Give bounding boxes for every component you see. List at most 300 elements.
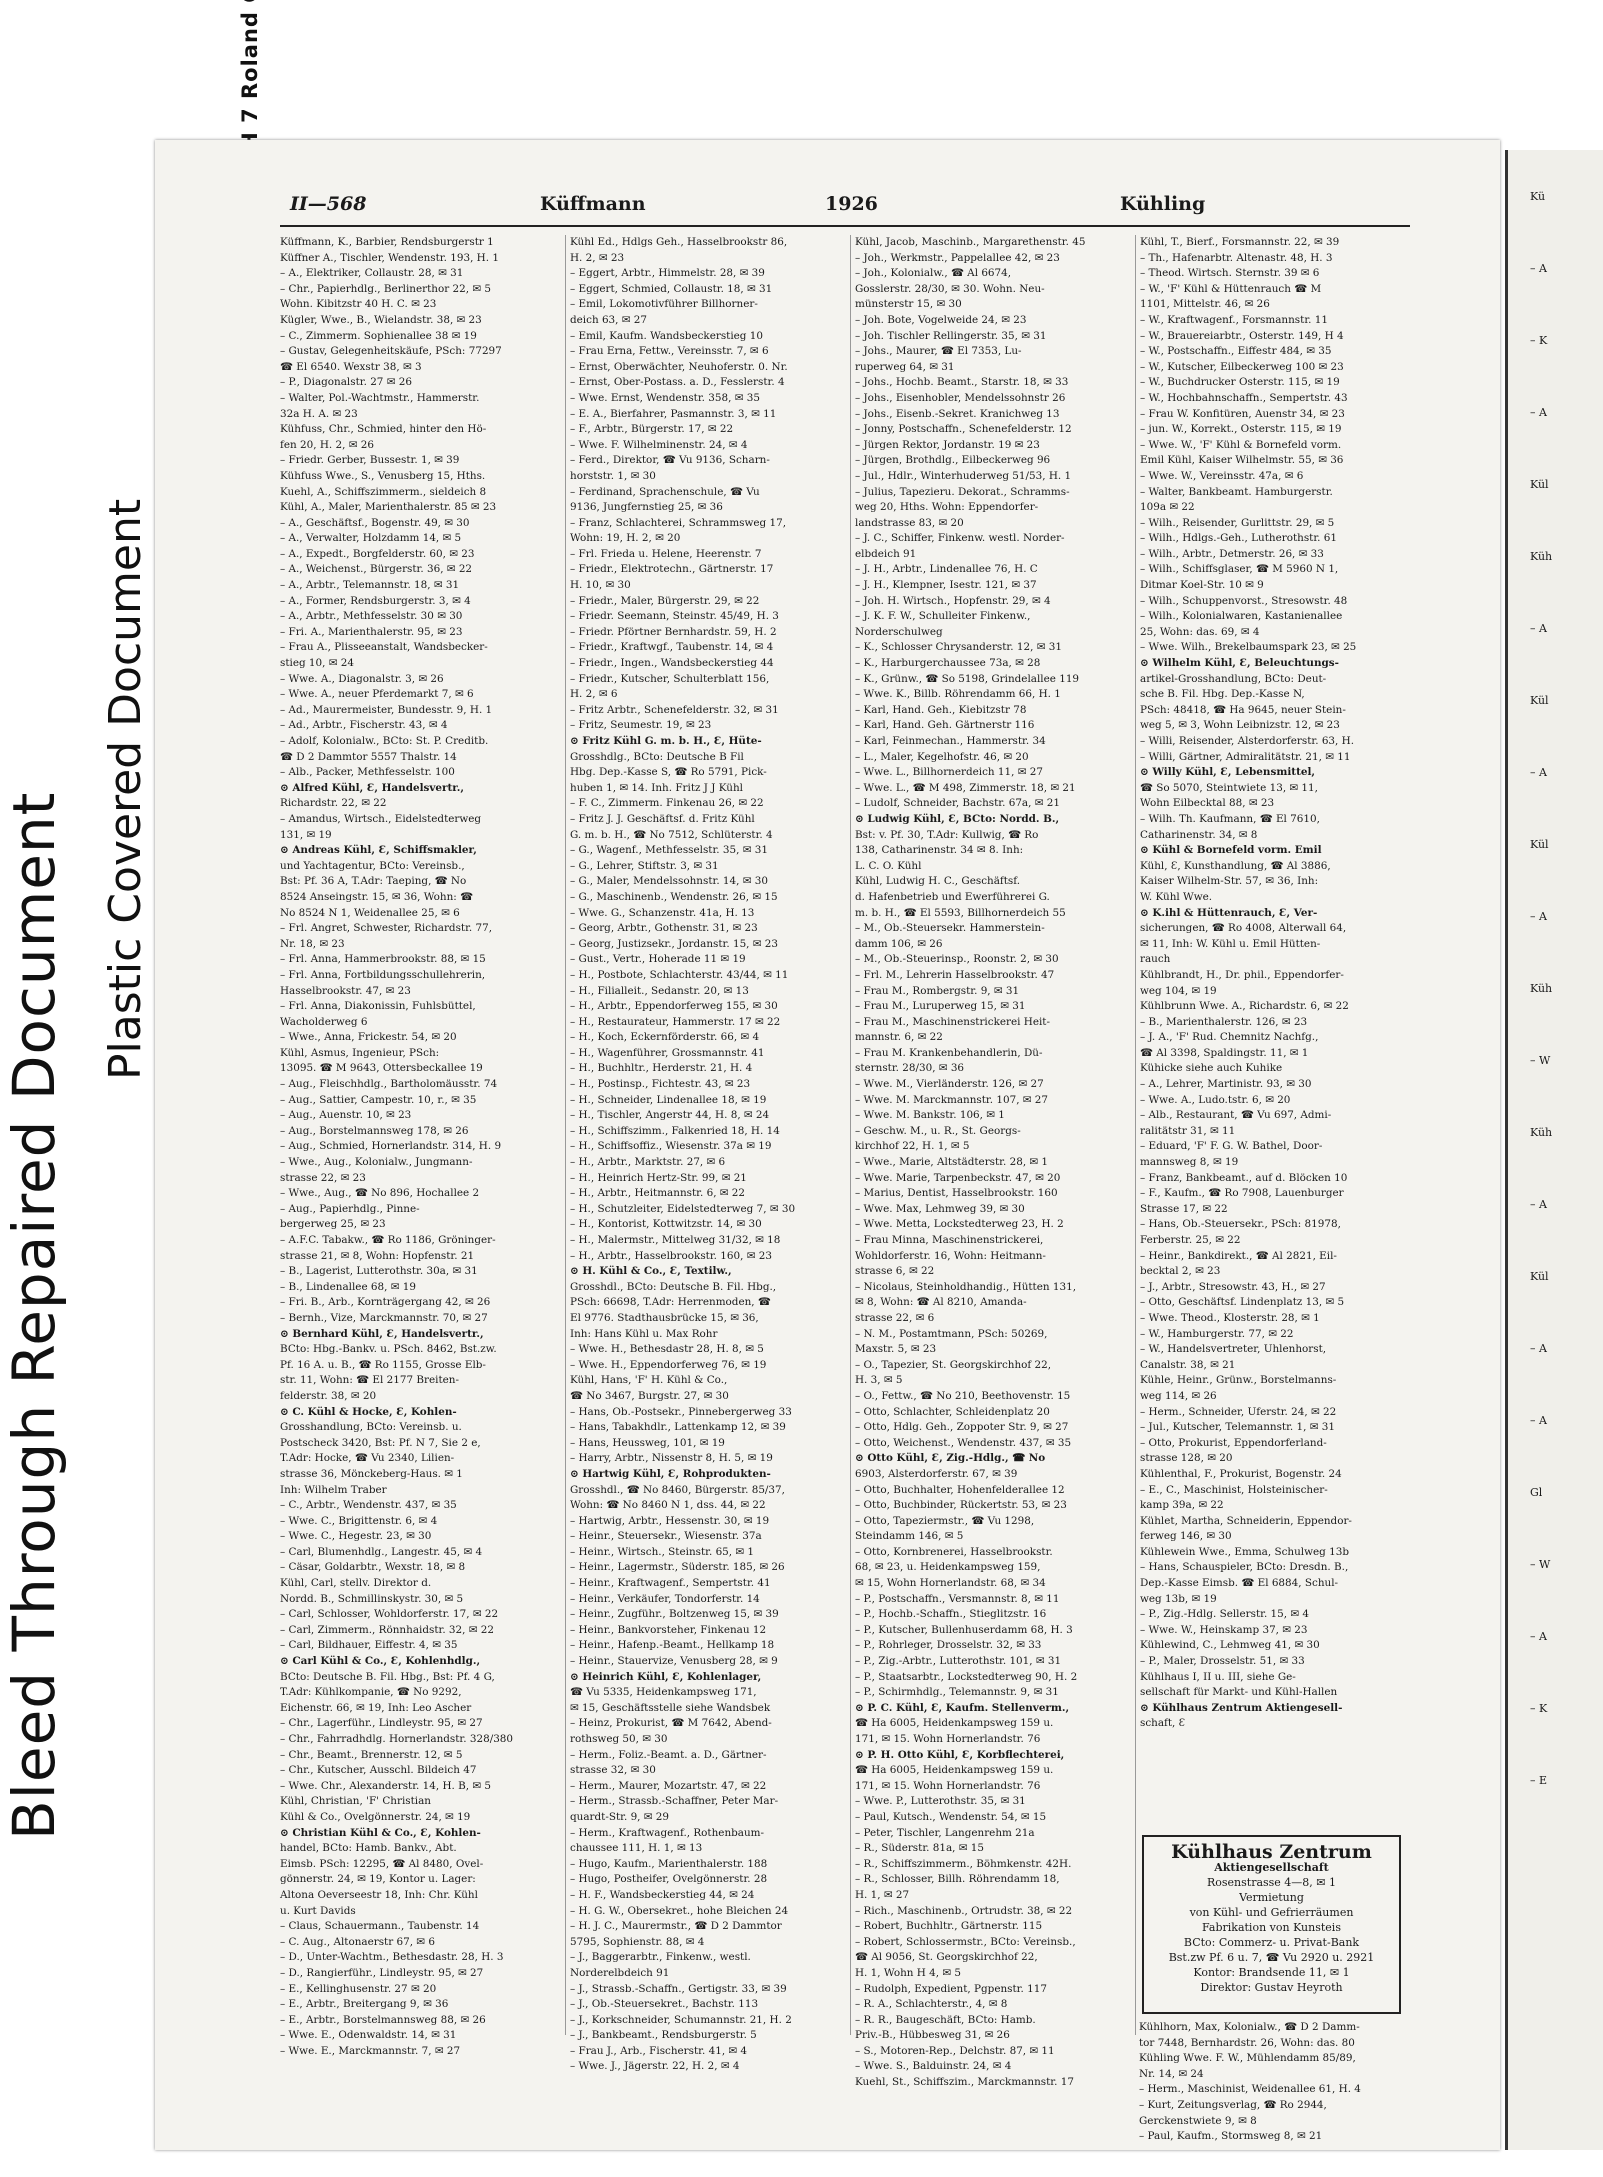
kuehlhaus-advert xyxy=(1142,1835,1401,2014)
directory-entry: – E., Kellinghusenstr. 27 ✉ 20 xyxy=(280,1982,437,1995)
directory-entry: – H., Arbtr., Heitmannstr. 6, ✉ 22 xyxy=(570,1187,746,1200)
directory-entry: mannsweg 8, ✉ 19 xyxy=(1140,1156,1239,1169)
directory-entry: – Chr., Beamt., Brennerstr. 12, ✉ 5 xyxy=(280,1748,463,1761)
directory-entry: m. b. H., ☎ El 5593, Billhornerdeich 55 xyxy=(855,906,1066,919)
directory-entry: ⊙ Kühl & Bornefeld vorm. Emil xyxy=(1140,844,1322,857)
directory-entry: ruperweg 64, ✉ 31 xyxy=(855,360,955,373)
page-content xyxy=(280,185,1410,2143)
directory-entry: – Wilh., Schiffsglaser, ☎ M 5960 N 1, xyxy=(1140,563,1339,576)
advert-line: Bst.zw Pf. 6 u. 7, ☎ Vu 2920 u. 2921 xyxy=(1168,1951,1375,1964)
directory-entry: – Wwe. F. Wilhelminenstr. 24, ✉ 4 xyxy=(570,438,748,451)
directory-entry: 131, ✉ 19 xyxy=(280,828,332,841)
directory-entry: ☎ Al 9056, St. Georgskirchhof 22, xyxy=(855,1951,1038,1964)
directory-entry: – Heinr., Wirtsch., Steinstr. 65, ✉ 1 xyxy=(570,1545,755,1558)
directory-entry: H. 3, ✉ 5 xyxy=(855,1374,903,1387)
next-page-fragment: – A xyxy=(1530,1198,1547,1211)
directory-entry: – Wwe. G., Schanzenstr. 41a, H. 13 xyxy=(570,906,755,919)
directory-entry: Kaiser Wilhelm-Str. 57, ✉ 36, Inh: xyxy=(1140,875,1319,888)
directory-entry: – Adolf, Kolonialw., BCto: St. P. Creditb. xyxy=(280,735,489,747)
directory-entry: ⊙ Carl Kühl & Co., Ɛ, Kohlenhdlg., xyxy=(280,1655,481,1668)
directory-entry: – Otto, Kornbrenerei, Hasselbrookstr. xyxy=(855,1545,1053,1558)
directory-entry: – Wwe. Wilh., Brekelbaumspark 23, ✉ 25 xyxy=(1140,641,1357,654)
directory-entry: – Willi, Reisender, Alsterdorferstr. 63, H. xyxy=(1140,735,1355,747)
directory-entry: horststr. 1, ✉ 30 xyxy=(570,469,656,482)
directory-entry: ☎ Al 3398, Spaldingstr. 11, ✉ 1 xyxy=(1140,1046,1309,1059)
directory-entry: – Wwe. M. Bankstr. 106, ✉ 1 xyxy=(855,1109,1005,1122)
directory-entry: – D., Rangierführ., Lindleystr. 95, ✉ 27 xyxy=(280,1966,484,1979)
directory-entry: – Frau W. Konfitüren, Auenstr 34, ✉ 23 xyxy=(1140,407,1345,420)
directory-entry: Gosslerstr. 28/30, ✉ 30. Wohn. Neu- xyxy=(855,282,1045,295)
directory-entry: Kühlbrandt, H., Dr. phil., Eppendorfer- xyxy=(1140,968,1344,981)
directory-entry: artikel-Grosshandlung, BCto: Deut- xyxy=(1140,672,1327,685)
directory-entry: – C., Arbtr., Wendenstr. 437, ✉ 35 xyxy=(280,1499,457,1512)
directory-entry: – Wilh., Hdlgs.-Geh., Lutherothstr. 61 xyxy=(1140,532,1337,545)
directory-entry: Kuehl, A., Schiffszimmerm., sieldeich 8 xyxy=(280,485,487,498)
directory-entry: – Wwe. M. Marckmannstr. 107, ✉ 27 xyxy=(855,1093,1049,1106)
directory-entry: ✉ 11, Inh: W. Kühl u. Emil Hütten- xyxy=(1140,937,1321,950)
directory-entry: weg 114, ✉ 26 xyxy=(1140,1389,1217,1402)
directory-entry: – C. Aug., Altonaerstr 67, ✉ 6 xyxy=(280,1935,435,1948)
directory-entry: – Chr., Fahrradhdlg. Hornerlandstr. 328/380 xyxy=(280,1733,514,1745)
directory-entry: Kühicke siehe auch Kuhike xyxy=(1140,1062,1283,1075)
directory-entry: H. 2, ✉ 6 xyxy=(570,688,618,701)
directory-entry: – Otto, Prokurist, Eppendorferland- xyxy=(1140,1436,1327,1449)
directory-entry: – Rudolph, Expedient, Pgpenstr. 117 xyxy=(855,1982,1047,1995)
directory-entry: – R. R., Baugeschäft, BCto: Hamb. xyxy=(855,2013,1036,2026)
directory-entry: gönnerstr. 24, ✉ 19, Kontor u. Lager: xyxy=(280,1873,476,1886)
directory-entry: – Heinr., Zugführ., Boltzenweg 15, ✉ 39 xyxy=(570,1608,779,1621)
advert-line: Direktor: Gustav Heyroth xyxy=(1200,1981,1343,1994)
directory-entry: W. Kühl Wwe. xyxy=(1140,890,1213,903)
directory-entry: – Herm., Maurer, Mozartstr. 47, ✉ 22 xyxy=(570,1779,767,1792)
directory-entry: – E. A., Bierfahrer, Pasmannstr. 3, ✉ 11 xyxy=(570,407,777,420)
directory-entry: – Franz, Bankbeamt., auf d. Blöcken 10 xyxy=(1140,1171,1348,1184)
directory-entry: T.Adr: Kühlkompanie, ☎ No 9292, xyxy=(280,1686,462,1699)
directory-entry: Pf. 16 A. u. B., ☎ Ro 1155, Grosse Elb- xyxy=(280,1358,486,1371)
directory-entry: ⊙ Ludwig Kühl, Ɛ, BCto: Nordd. B., xyxy=(855,812,1060,825)
directory-entry: – Otto, Weichenst., Wendenstr. 437, ✉ 35 xyxy=(855,1436,1072,1449)
directory-entry: – Julius, Tapezieru. Dekorat., Schramms- xyxy=(855,485,1070,498)
directory-entry: – Wwe. E., Odenwaldstr. 14, ✉ 31 xyxy=(280,2029,457,2042)
directory-entry: Catharinenstr. 34, ✉ 8 xyxy=(1140,828,1258,841)
directory-entry: – Otto, Schlachter, Schleidenplatz 20 xyxy=(855,1405,1050,1418)
directory-entry: – Carl, Schlosser, Wohldorferstr. 17, ✉ 22 xyxy=(280,1608,499,1621)
next-page-fragment: Kül xyxy=(1530,478,1549,491)
directory-entry: H. 1, ✉ 27 xyxy=(855,1888,910,1901)
directory-entry: ☎ Vu 5335, Heidenkampsweg 171, xyxy=(570,1686,757,1699)
directory-entry: – Otto, Buchbinder, Rückertstr. 53, ✉ 23 xyxy=(855,1499,1067,1512)
directory-entry: – Frl. Anna, Diakonissin, Fuhlsbüttel, xyxy=(280,1000,476,1013)
directory-entry: – H., Schutzleiter, Eidelstedterweg 7, ✉ 30 xyxy=(570,1202,796,1215)
directory-entry: Ditmar Koel-Str. 10 ✉ 9 xyxy=(1140,579,1264,592)
directory-entry: – Frl. Frieda u. Helene, Heerenstr. 7 xyxy=(570,547,762,560)
directory-entry: PSch: 48418, ☎ Ha 9645, neuer Stein- xyxy=(1140,703,1346,716)
directory-entry: Kühlewein Wwe., Emma, Schulweg 13b xyxy=(1140,1545,1349,1558)
directory-entry: – G., Wagenf., Methfesselstr. 35, ✉ 31 xyxy=(570,844,768,857)
directory-entry: Wacholderweg 6 xyxy=(280,1015,368,1028)
directory-entry: – Georg, Justizsekr., Jordanstr. 15, ✉ 23 xyxy=(570,937,779,950)
directory-entry: mannstr. 6, ✉ 22 xyxy=(855,1031,943,1044)
directory-entry: – Georg, Arbtr., Gothenstr. 31, ✉ 23 xyxy=(570,922,758,935)
directory-entry: deich 63, ✉ 27 xyxy=(570,313,647,326)
next-page-fragment: – W xyxy=(1530,1054,1551,1067)
directory-entry: – Fri. B., Arb., Kornträgergang 42, ✉ 26 xyxy=(280,1296,491,1309)
directory-entry: – H., Arbtr., Marktstr. 27, ✉ 6 xyxy=(570,1156,726,1169)
directory-entry: – Aug., Fleischhdlg., Bartholomäusstr. 74 xyxy=(280,1078,498,1091)
directory-entry: – M., Ob.-Steuersekr. Hammerstein- xyxy=(855,922,1045,935)
next-page-fragment: – A xyxy=(1530,1630,1547,1643)
directory-entry: – A., Arbtr., Methfesselstr. 30 ✉ 30 xyxy=(280,610,463,623)
directory-entry: Kühl, Christian, 'F' Christian xyxy=(280,1795,431,1808)
directory-entry: – Ferd., Direktor, ☎ Vu 9136, Scharn- xyxy=(570,454,770,467)
directory-entry: ☎ D 2 Dammtor 5557 Thalstr. 14 xyxy=(280,750,457,763)
directory-entry: – Wwe. E., Marckmannstr. 7, ✉ 27 xyxy=(280,2044,461,2057)
next-page-fragment: – A xyxy=(1530,622,1547,635)
directory-entry: – G., Maler, Mendelssohnstr. 14, ✉ 30 xyxy=(570,875,768,888)
directory-entry: – Bernh., Vize, Marckmannstr. 70, ✉ 27 xyxy=(280,1311,488,1324)
directory-entry: – Harry, Arbtr., Nissenstr 8, H. 5, ✉ 19 xyxy=(570,1452,773,1465)
directory-entry: – Chr., Kutscher, Ausschl. Bildeich 47 xyxy=(280,1764,477,1777)
directory-entry: Grosshandlung, BCto: Vereinsb. u. xyxy=(280,1421,462,1434)
directory-entry: 68, ✉ 23, u. Heidenkampsweg 159, xyxy=(855,1561,1041,1574)
directory-entry: – Fritz, Seumestr. 19, ✉ 23 xyxy=(570,719,712,732)
directory-entry: – Jürgen Rektor, Jordanstr. 19 ✉ 23 xyxy=(855,438,1040,451)
directory-entry: – Friedr., Maler, Bürgerstr. 29, ✉ 22 xyxy=(570,594,760,607)
directory-entry: Kühlhaus I, II u. III, siehe Ge- xyxy=(1140,1670,1296,1683)
directory-entry: – Hans, Heussweg, 101, ✉ 19 xyxy=(570,1436,725,1449)
directory-entry: – Chr., Papierhdlg., Berlinerthor 22, ✉ 5 xyxy=(280,282,491,295)
directory-entry: handel, BCto: Hamb. Bankv., Abt. xyxy=(280,1842,457,1855)
directory-entry: – E., Arbtr., Breitergang 9, ✉ 36 xyxy=(280,1998,449,2011)
directory-column-3 xyxy=(850,235,1125,2089)
page-header xyxy=(280,185,1410,225)
directory-entry: becktal 2, ✉ 23 xyxy=(1140,1265,1221,1278)
directory-entry: – P., Hochb.-Schaffn., Stieglitzstr. 16 xyxy=(855,1608,1047,1621)
directory-entry: Eimsb. PSch: 12295, ☎ Al 8480, Ovel- xyxy=(280,1857,484,1870)
header-year: 1926 xyxy=(825,193,878,215)
directory-entry: u. Kurt Davids xyxy=(280,1904,356,1917)
directory-entry: 5795, Sophienstr. 88, ✉ 4 xyxy=(570,1935,705,1948)
directory-entry: – Wilh., Arbtr., Detmerstr. 26, ✉ 33 xyxy=(1140,547,1324,560)
directory-entry: ☎ So 5070, Steintwiete 13, ✉ 11, xyxy=(1140,781,1318,794)
directory-entry: – A., Verwalter, Holzdamm 14, ✉ 5 xyxy=(280,532,462,545)
directory-entry: – P., Zig.-Arbtr., Lutterothstr. 101, ✉ 31 xyxy=(855,1655,1062,1668)
directory-entry: – E., C., Maschinist, Holsteinischer- xyxy=(1140,1483,1328,1496)
directory-entry: – Cäsar, Goldarbtr., Wexstr. 18, ✉ 8 xyxy=(280,1561,466,1574)
directory-entry: – R. A., Schlachterstr., 4, ✉ 8 xyxy=(855,1998,1008,2011)
directory-entry: – P., Kutscher, Bullenhuserdamm 68, H. 3 xyxy=(855,1623,1073,1636)
directory-entry: Emil Kühl, Kaiser Wilhelmstr. 55, ✉ 36 xyxy=(1140,454,1344,467)
directory-entry: – H., Arbtr., Hasselbrookstr. 160, ✉ 23 xyxy=(570,1249,772,1262)
directory-entry: Wohn: ☎ No 8460 N 1, dss. 44, ✉ 22 xyxy=(570,1499,766,1512)
directory-entry: Bst: v. Pf. 30, T.Adr: Kullwig, ☎ Ro xyxy=(855,828,1039,841)
directory-entry: – Otto, Buchhalter, Hohenfelderallee 12 xyxy=(855,1483,1065,1496)
directory-entry: – Geschw. M., u. R., St. Georgs- xyxy=(855,1124,1021,1137)
directory-entry: – Hartwig, Arbtr., Hessenstr. 30, ✉ 19 xyxy=(570,1514,770,1527)
directory-entry: ⊙ P. C. Kühl, Ɛ, Kaufm. Stellenverm., xyxy=(855,1701,1070,1714)
directory-entry: Hasselbrookstr. 47, ✉ 23 xyxy=(280,984,411,997)
advert-line: Fabrikation von Kunsteis xyxy=(1202,1921,1341,1934)
next-page-fragment: Kül xyxy=(1530,1270,1549,1283)
next-page-fragment: – A xyxy=(1530,1414,1547,1427)
directory-entry: – Herm., Schneider, Uferstr. 24, ✉ 22 xyxy=(1140,1405,1337,1418)
directory-entry: Wohn. Kibitzstr 40 H. C. ✉ 23 xyxy=(280,298,437,311)
directory-entry: Hbg. Dep.-Kasse S, ☎ Ro 5791, Pick- xyxy=(570,766,767,779)
directory-entry: Nr. 18, ✉ 23 xyxy=(280,937,345,950)
next-page-fragment: – A xyxy=(1530,406,1547,419)
directory-entry: – Hans, Ob.-Postsekr., Pinnebergerweg 33 xyxy=(570,1405,792,1418)
directory-entry: sellschaft für Markt- und Kühl-Hallen xyxy=(1140,1686,1338,1699)
directory-entry: – H., Buchhltr., Herderstr. 21, H. 4 xyxy=(570,1062,753,1075)
directory-entry: El 9776. Stadthausbrücke 15, ✉ 36, xyxy=(570,1311,759,1324)
directory-entry: – J., Korkschneider, Schumannstr. 21, H. 2 xyxy=(570,2013,792,2026)
directory-entry: d. Hafenbetrieb und Ewerführerei G. xyxy=(855,890,1050,903)
directory-entry: kirchhof 22, H. 1, ✉ 5 xyxy=(855,1140,970,1153)
directory-entry: – Wwe., Aug., ☎ No 896, Hochallee 2 xyxy=(280,1187,480,1200)
directory-entry: – S., Motoren-Rep., Delchstr. 87, ✉ 11 xyxy=(855,2044,1055,2057)
directory-entry: – Eduard, 'F' F. G. W. Bathel, Door- xyxy=(1140,1140,1323,1153)
directory-entry: – J. A., 'F' Rud. Chemnitz Nachfg., xyxy=(1140,1031,1319,1044)
next-page-fragment: Kül xyxy=(1530,694,1549,707)
directory-entry: Norderschulweg xyxy=(855,625,943,638)
directory-entry: – B., Lindenallee 68, ✉ 19 xyxy=(280,1280,416,1293)
directory-entry: Kühl, Hans, 'F' H. Kühl & Co., xyxy=(570,1374,728,1387)
directory-entry: Strasse 17, ✉ 22 xyxy=(1140,1202,1228,1215)
directory-entry: – Joh. Bote, Vogelweide 24, ✉ 23 xyxy=(855,313,1027,326)
directory-entry: – E., Arbtr., Borstelmannsweg 88, ✉ 26 xyxy=(280,2013,486,2026)
directory-entry: 171, ✉ 15. Wohn Hornerlandstr. 76 xyxy=(855,1779,1041,1792)
directory-entry: Kühl, Asmus, Ingenieur, PSch: xyxy=(280,1046,440,1059)
directory-entry: – H. J. C., Maurermstr., ☎ D 2 Dammtor xyxy=(570,1920,782,1933)
directory-entry: str. 11, Wohn: ☎ El 2177 Breiten- xyxy=(280,1374,459,1387)
directory-entry: – Frl. Anna, Hammerbrookstr. 88, ✉ 15 xyxy=(280,953,486,966)
directory-entry: – G., Lehrer, Stiftstr. 3, ✉ 31 xyxy=(570,859,719,872)
directory-entry: strasse 6, ✉ 22 xyxy=(855,1265,935,1278)
directory-entry: – H., Restaurateur, Hammerstr. 17 ✉ 22 xyxy=(570,1015,781,1028)
header-last-name: Kühling xyxy=(1120,193,1206,215)
directory-entry: – P., Schirmhdlg., Telemannstr. 9, ✉ 31 xyxy=(855,1686,1059,1699)
directory-entry: – Frau M., Maschinenstrickerei Heit- xyxy=(855,1015,1050,1028)
directory-entry: – Theod. Wirtsch. Sternstr. 39 ✉ 6 xyxy=(1140,267,1320,280)
directory-entry: – H., Schiffszimm., Falkenried 18, H. 14 xyxy=(570,1124,780,1137)
directory-entry: – Eggert, Arbtr., Himmelstr. 28, ✉ 39 xyxy=(570,267,765,280)
directory-entry: – K., Schlosser Chrysanderstr. 12, ✉ 31 xyxy=(855,641,1062,654)
directory-entry: ⊙ Fritz Kühl G. m. b. H., Ɛ, Hüte- xyxy=(570,735,762,747)
directory-entry: – Wwe. L., Billhornerdeich 11, ✉ 27 xyxy=(855,766,1043,779)
directory-entry: Kühl, T., Bierf., Forsmannstr. 22, ✉ 39 xyxy=(1140,236,1340,248)
next-page-fragment: – A xyxy=(1530,1342,1547,1355)
directory-entry: weg 5, ✉ 3, Wohn Leibnizstr. 12, ✉ 23 xyxy=(1140,719,1340,732)
directory-entry: 32a H. A. ✉ 23 xyxy=(280,407,358,420)
directory-entry: – Wwe. J., Jägerstr. 22, H. 2, ✉ 4 xyxy=(570,2060,740,2073)
directory-entry: – Ad., Arbtr., Fischerstr. 43, ✉ 4 xyxy=(280,719,448,732)
directory-entry: – Ferdinand, Sprachenschule, ☎ Vu xyxy=(570,485,760,498)
directory-entry: sicherungen, ☎ Ro 4008, Alterwall 64, xyxy=(1140,922,1347,935)
directory-entry: – Paul, Kutsch., Wendenstr. 54, ✉ 15 xyxy=(855,1810,1047,1823)
directory-entry: ⊙ Kühlhaus Zentrum Aktiengesell- xyxy=(1140,1701,1343,1714)
directory-entry: – R., Süderstr. 81a, ✉ 15 xyxy=(855,1842,984,1855)
directory-entry: – Wilh., Schuppenvorst., Stresowstr. 48 xyxy=(1140,594,1348,607)
directory-entry: weg 20, Hths. Wohn: Eppendorfer- xyxy=(855,501,1039,514)
directory-entry: – Friedr., Ingen., Wandsbeckerstieg 44 xyxy=(570,657,774,670)
directory-entry: – Karl, Hand. Geh., Kiebitzstr 78 xyxy=(855,703,1027,716)
directory-entry: – W., Handelsvertreter, Uhlenhorst, xyxy=(1140,1343,1327,1356)
directory-entry: ✉ 15, Wohn Hornerlandstr. 68, ✉ 34 xyxy=(855,1577,1046,1590)
directory-entry: – G., Maschinenb., Wendenstr. 26, ✉ 15 xyxy=(570,890,778,903)
directory-entry: – J. H., Arbtr., Lindenallee 76, H. C xyxy=(855,563,1038,576)
directory-entry: – H., Wagenführer, Grossmannstr. 41 xyxy=(570,1046,765,1059)
directory-entry: – Heinr., Hafenp.-Beamt., Hellkamp 18 xyxy=(570,1639,775,1652)
directory-entry: Kühl Ed., Hdlgs Geh., Hasselbrookstr 86, xyxy=(570,236,788,248)
directory-entry: – Heinr., Lagermstr., Süderstr. 185, ✉ 26 xyxy=(570,1561,785,1574)
directory-entry: bergerweg 25, ✉ 23 xyxy=(280,1218,386,1231)
directory-entry: 9136, Jungfernstieg 25, ✉ 36 xyxy=(570,501,723,514)
header-rule xyxy=(280,225,1410,227)
directory-column-1 xyxy=(280,235,550,2057)
directory-entry: – Frl. M., Lehrerin Hasselbrookstr. 47 xyxy=(855,968,1055,981)
directory-entry: – Frau Minna, Maschinenstrickerei, xyxy=(855,1234,1044,1246)
directory-entry: – Wwe., Aug., Kolonialw., Jungmann- xyxy=(280,1156,473,1169)
advert-line: Rosenstrasse 4—8, ✉ 1 xyxy=(1206,1876,1337,1889)
directory-entry: L. C. O. Kühl xyxy=(855,859,922,872)
directory-entry: – W., Postschaffn., Eiffestr 484, ✉ 35 xyxy=(1140,345,1332,358)
directory-entry: – N. M., Postamtmann, PSch: 50269, xyxy=(855,1327,1048,1340)
next-page-fragment: Kül xyxy=(1530,838,1549,851)
directory-entry: strasse 128, ✉ 20 xyxy=(1140,1452,1233,1465)
directory-entry: – Fri. A., Marienthalerstr. 95, ✉ 23 xyxy=(280,625,463,638)
directory-entry: – Herm., Foliz.-Beamt. a. D., Gärtner- xyxy=(570,1748,767,1761)
directory-entry: – J., Arbtr., Stresowstr. 43, H., ✉ 27 xyxy=(1140,1280,1326,1293)
directory-entry: Inh: Wilhelm Traber xyxy=(280,1483,387,1496)
directory-entry: ⊙ Christian Kühl & Co., Ɛ, Kohlen- xyxy=(280,1826,481,1839)
directory-entry: – H., Heinrich Hertz-Str. 99, ✉ 21 xyxy=(570,1171,747,1184)
directory-entry: Nordd. B., Schmillinskystr. 30, ✉ 5 xyxy=(280,1592,464,1605)
directory-entry: – Jürgen, Brothdlg., Eilbeckerweg 96 xyxy=(855,454,1051,467)
directory-entry: – B., Marienthalerstr. 126, ✉ 23 xyxy=(1140,1015,1308,1028)
next-page-fragment: – A xyxy=(1530,766,1547,779)
directory-entry: H. 10, ✉ 30 xyxy=(570,579,631,592)
directory-entry: – Frau M. Krankenbehandlerin, Dü- xyxy=(855,1046,1043,1059)
directory-entry: – D., Unter-Wachtm., Bethesdastr. 28, H. 3 xyxy=(280,1951,504,1964)
directory-entry: Kuehl, St., Schiffszim., Marckmannstr. 17 xyxy=(855,2076,1074,2089)
directory-entry: – Nicolaus, Steinholdhandig., Hütten 131, xyxy=(855,1280,1077,1293)
directory-entry: 25, Wohn: das. 69, ✉ 4 xyxy=(1140,625,1260,638)
directory-entry: – Hans, Schauspieler, BCto: Dresdn. B., xyxy=(1140,1561,1349,1574)
directory-entry: Grosshdl., ☎ No 8460, Bürgerstr. 85/37, xyxy=(570,1483,785,1496)
directory-entry: Priv.-B., Hübbesweg 31, ✉ 26 xyxy=(855,2029,1010,2042)
directory-entry: chaussee 111, H. 1, ✉ 13 xyxy=(570,1842,703,1855)
directory-entry: Dep.-Kasse Eimsb. ☎ El 6884, Schul- xyxy=(1140,1577,1339,1590)
directory-entry: – Amandus, Wirtsch., Eidelstedterweg xyxy=(280,812,482,825)
directory-entry: – Wilh., Kolonialwaren, Kastanienallee xyxy=(1140,610,1343,623)
directory-entry: – Robert, Schlossermstr., BCto: Vereinsb., xyxy=(855,1935,1076,1948)
directory-entry: – Friedr. Pförtner Bernhardstr. 59, H. 2 xyxy=(570,625,777,638)
directory-entry: – Heinr., Stauervize, Venusberg 28, ✉ 9 xyxy=(570,1655,778,1668)
next-page-fragment: Küh xyxy=(1530,1126,1553,1139)
directory-entry: 6903, Alsterdorferstr. 67, ✉ 39 xyxy=(855,1467,1018,1480)
directory-entry: – H., Schiffsoffiz., Wiesenstr. 37a ✉ 19 xyxy=(570,1140,772,1153)
directory-entry: – Frl. Angret, Schwester, Richardstr. 77, xyxy=(280,922,493,935)
directory-entry: – Ernst, Ober-Postass. a. D., Fesslerstr. 4 xyxy=(570,376,785,389)
bleed-through-label: Bleed Through Repaired Document xyxy=(0,791,68,1840)
directory-entry: – Heinr., Steuersekr., Wiesenstr. 37a xyxy=(570,1530,762,1543)
directory-entry: – Friedr. Gerber, Bussestr. 1, ✉ 39 xyxy=(280,454,460,467)
directory-entry: – W., Brauereiarbtr., Osterstr. 149, H 4 xyxy=(1140,329,1344,342)
directory-entry: Kühl, A., Maler, Marienthalerstr. 85 ✉ 23 xyxy=(280,501,497,514)
directory-entry: – W., Kutscher, Eilbeckerweg 100 ✉ 23 xyxy=(1140,360,1344,373)
directory-entry: – L., Maler, Kegelhofstr. 46, ✉ 20 xyxy=(855,750,1029,763)
directory-entry: – J., Ob.-Steuersekret., Bachstr. 113 xyxy=(570,1998,759,2011)
directory-entry: Wohn: 19, H. 2, ✉ 20 xyxy=(570,532,681,545)
directory-entry: ⊙ Willy Kühl, Ɛ, Lebensmittel, xyxy=(1140,766,1316,779)
directory-entry: ✉ 8, Wohn: ☎ Al 8210, Amanda- xyxy=(855,1296,1027,1309)
directory-entry: – H., Schneider, Lindenallee 18, ✉ 19 xyxy=(570,1093,767,1106)
directory-entry: No 8524 N 1, Weidenallee 25, ✉ 6 xyxy=(280,906,460,919)
directory-entry: Kühlbrunn Wwe. A., Richardstr. 6, ✉ 22 xyxy=(1140,1000,1349,1013)
directory-entry: – R., Schlosser, Billh. Röhrendamm 18, xyxy=(855,1873,1060,1886)
directory-entry: – Hugo, Postheifer, Ovelgönnerstr. 28 xyxy=(570,1873,768,1886)
directory-entry: – Friedr., Kutscher, Schulterblatt 156, xyxy=(570,672,770,685)
directory-entry: – A., Expedt., Borgfelderstr. 60, ✉ 23 xyxy=(280,547,475,560)
directory-entry: ⊙ K.ihl & Hüttenrauch, Ɛ, Ver- xyxy=(1140,906,1318,919)
directory-entry: – Wwe. M., Vierländerstr. 126, ✉ 27 xyxy=(855,1078,1044,1091)
directory-entry: – Herm., Kraftwagenf., Rothenbaum- xyxy=(570,1826,765,1839)
directory-entry: strasse 21, ✉ 8, Wohn: Hopfenstr. 21 xyxy=(280,1249,475,1262)
directory-entry: – K., Grünw., ☎ So 5198, Grindelallee 119 xyxy=(855,672,1080,685)
directory-entry: – P., Staatsarbtr., Lockstedterweg 90, H. 2 xyxy=(855,1670,1078,1683)
directory-entry: rauch xyxy=(1140,953,1171,966)
directory-entry: – Wwe. C., Hegestr. 23, ✉ 30 xyxy=(280,1530,432,1543)
directory-entry: – Th., Hafenarbtr. Altenastr. 48, H. 3 xyxy=(1140,251,1333,264)
next-page-fragment: Kü xyxy=(1530,190,1546,203)
directory-entry: 13095. ☎ M 9643, Ottersbeckallee 19 xyxy=(280,1062,483,1075)
directory-entry: – Fritz J. J. Geschäftsf. d. Fritz Kühl xyxy=(570,812,755,825)
directory-entry: ⊙ Andreas Kühl, Ɛ, Schiffsmakler, xyxy=(280,844,477,857)
directory-entry: – Wwe. A., neuer Pferdemarkt 7, ✉ 6 xyxy=(280,688,474,701)
directory-entry: landstrasse 83, ✉ 20 xyxy=(855,516,964,529)
directory-entry: stieg 10, ✉ 24 xyxy=(280,657,354,670)
directory-entry: und Yachtagentur, BCto: Vereinsb., xyxy=(280,859,465,872)
directory-entry: Wohn Eilbecktal 88, ✉ 23 xyxy=(1140,797,1275,810)
advert-title: Kühlhaus Zentrum xyxy=(1171,1841,1372,1863)
directory-entry: – H., Arbtr., Eppendorferweg 155, ✉ 30 xyxy=(570,1000,778,1013)
next-page-fragment: Gl xyxy=(1530,1486,1543,1499)
directory-entry: Kühl, Ludwig H. C., Geschäftsf. xyxy=(855,875,1021,888)
directory-entry: – Carl, Blumenhdlg., Langestr. 45, ✉ 4 xyxy=(280,1545,483,1558)
directory-entry: – W., Hamburgerstr. 77, ✉ 22 xyxy=(1140,1327,1294,1340)
directory-entry: – Fritz Arbtr., Schenefelderstr. 32, ✉ 31 xyxy=(570,703,779,716)
directory-entry: – Frau Erna, Fettw., Vereinsstr. 7, ✉ 6 xyxy=(570,345,769,358)
directory-entry: Altona Oeverseestr 18, Inh: Chr. Kühl xyxy=(280,1888,478,1901)
directory-entry: – P., Maler, Drosselstr. 51, ✉ 33 xyxy=(1140,1655,1305,1668)
next-page-fragment: – K xyxy=(1530,1702,1548,1715)
directory-entry: Kühlewind, C., Lehmweg 41, ✉ 30 xyxy=(1140,1639,1320,1652)
directory-column-4 xyxy=(1135,235,1410,2035)
advert-line: Kontor: Brandsende 11, ✉ 1 xyxy=(1193,1966,1350,1979)
directory-entry: – Wwe. Marie, Tarpenbeckstr. 47, ✉ 20 xyxy=(855,1171,1061,1184)
directory-entry: – A., Weichenst., Bürgerstr. 36, ✉ 22 xyxy=(280,563,473,576)
next-page-edge xyxy=(1505,150,1603,2150)
directory-entry: weg 104, ✉ 19 xyxy=(1140,984,1217,997)
directory-entry: Kühlenthal, F., Prokurist, Bogenstr. 24 xyxy=(1140,1467,1342,1480)
directory-entry: – Wwe. Ernst, Wendenstr. 358, ✉ 35 xyxy=(570,391,760,404)
directory-entry: – Wwe. Max, Lehmweg 39, ✉ 30 xyxy=(855,1202,1025,1215)
directory-entry: – Wwe., Anna, Frickestr. 54, ✉ 20 xyxy=(280,1031,457,1044)
directory-entry: ⊙ Heinrich Kühl, Ɛ, Kohlenlager, xyxy=(570,1670,762,1683)
directory-entry: – Wwe. A., Diagonalstr. 3, ✉ 26 xyxy=(280,672,444,685)
directory-entry: Grosshdl., BCto: Deutsche B. Fil. Hbg., xyxy=(570,1280,777,1293)
directory-entry: Nr. 14, ✉ 24 xyxy=(1139,2067,1204,2080)
